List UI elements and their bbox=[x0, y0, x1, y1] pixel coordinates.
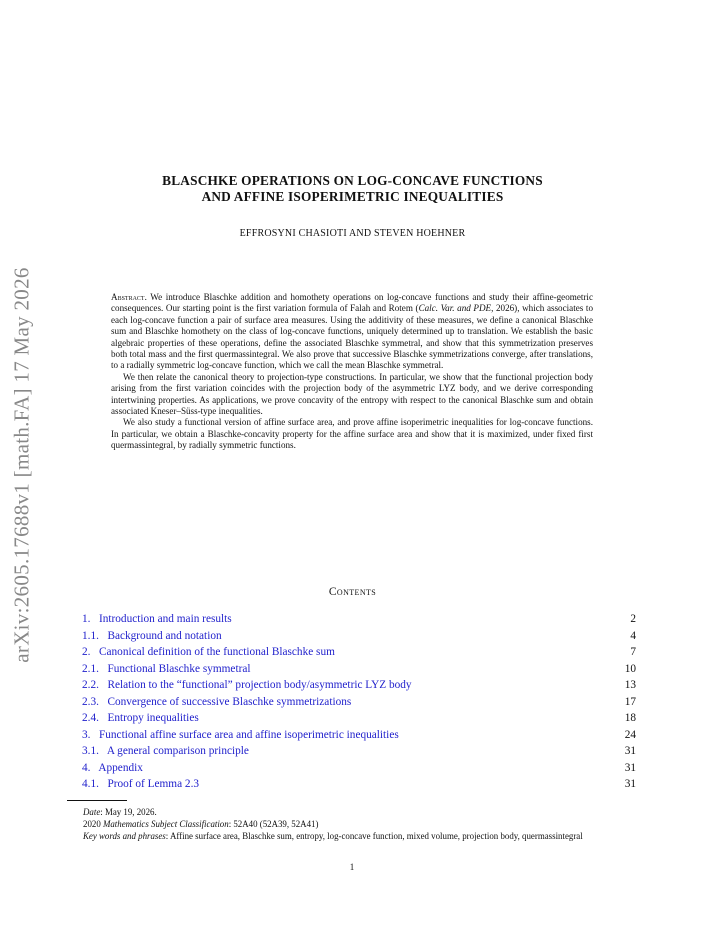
toc-row bbox=[82, 743, 636, 760]
toc-row bbox=[82, 644, 636, 661]
msc-label: Mathematics Subject Classification bbox=[102, 819, 229, 829]
toc-section-title: Proof of Lemma 2.3 bbox=[107, 778, 200, 790]
footnotes bbox=[67, 806, 637, 842]
contents-heading: Contents bbox=[328, 586, 377, 598]
toc-page-number: 31 bbox=[624, 778, 636, 790]
toc-link[interactable] bbox=[82, 727, 399, 744]
toc-section-number: 3. bbox=[82, 728, 91, 741]
toc-link[interactable] bbox=[82, 710, 199, 727]
arxiv-stamp-text: arXiv:2605.17688v1 [math.FA] 17 May 2026 bbox=[9, 267, 34, 663]
keywords-value: : Affine surface area, Blaschke sum, entropy, log-concave function, mixed volume, projection body, quermassintegral bbox=[165, 831, 583, 841]
toc-section-title: Entropy inequalities bbox=[107, 712, 199, 724]
toc-link[interactable] bbox=[82, 694, 351, 711]
toc-section-number: 2.1. bbox=[82, 662, 99, 675]
abstract-p1-text-b: , 2026), which associates to each log-concave function a pair of surface area measures. Using the additivity of these measures, we define a canonical Blaschke sum and Blaschke homothety on the class of log-concave functions, uniquely determined up to translation. We establish the basic algebraic properties of these operations, define the associated Blaschke symmetral, and show that this symmetrization preserves both total mass and the first quermassintegral. We also prove that successive Blaschke symmetrizations converge, after translations, to a radially symmetric log-concave function, which we call the mean Blaschke symmetral. bbox=[111, 303, 593, 371]
abstract-paragraph-3: We also study a functional version of affine surface area, and prove affine isoperimetric inequalities for log-concave functions. In particular, we obtain a Blaschke-concavity property for the affine surface area and show that it is maximized, under fixed first quermassintegral, by radially symmetric functions. bbox=[111, 417, 593, 451]
date-value: : May 19, 2026. bbox=[100, 807, 157, 817]
table-of-contents bbox=[82, 611, 636, 793]
toc-section-title: Appendix bbox=[98, 761, 143, 774]
abstract-paragraph-1 bbox=[111, 292, 593, 372]
toc-row bbox=[82, 661, 636, 678]
abstract-p1-text-a: We introduce Blaschke addition and homothety operations on log-concave functions and study their affine-geometric consequences. Our starting point is the first variation formula of Falah and Rotem ( bbox=[111, 292, 593, 314]
footnote-rule bbox=[67, 800, 127, 801]
abstract-citation: Calc. Var. and PDE bbox=[418, 303, 492, 314]
page-number: 1 bbox=[349, 862, 355, 872]
toc-link[interactable] bbox=[82, 776, 199, 793]
toc-page-number: 7 bbox=[630, 646, 636, 658]
toc-section-number: 2.2. bbox=[82, 679, 99, 691]
toc-section-number: 4. bbox=[82, 761, 91, 774]
toc-row bbox=[82, 776, 636, 793]
toc-link[interactable] bbox=[82, 743, 249, 760]
abstract bbox=[111, 292, 593, 452]
toc-link[interactable] bbox=[82, 677, 412, 694]
toc-section-title: Introduction and main results bbox=[98, 613, 232, 625]
toc-section-title: Convergence of successive Blaschke symmetrizations bbox=[107, 695, 352, 708]
toc-section-title: Functional affine surface area and affine isoperimetric inequalities bbox=[98, 728, 399, 741]
toc-row bbox=[82, 611, 636, 628]
toc-page-number: 13 bbox=[624, 679, 636, 691]
footnote-keywords bbox=[67, 830, 637, 842]
toc-page-number: 2 bbox=[630, 613, 636, 625]
toc-section-number: 3.1. bbox=[82, 745, 99, 757]
toc-link[interactable] bbox=[82, 611, 232, 628]
toc-section-title: Background and notation bbox=[107, 629, 222, 642]
abstract-heading: Abstract. bbox=[111, 292, 147, 302]
msc-prefix: 2020 bbox=[83, 819, 103, 829]
footnote-date bbox=[67, 806, 637, 818]
toc-page-number: 31 bbox=[624, 761, 636, 774]
toc-page-number: 31 bbox=[624, 745, 636, 757]
toc-row bbox=[82, 677, 636, 694]
toc-section-title: A general comparison principle bbox=[106, 745, 249, 757]
toc-page-number: 10 bbox=[624, 662, 636, 675]
toc-link[interactable] bbox=[82, 760, 143, 777]
toc-section-title: Functional Blaschke symmetral bbox=[107, 662, 251, 675]
title-line-1: BLASCHKE OPERATIONS ON LOG-CONCAVE FUNCTIONS bbox=[162, 173, 543, 188]
toc-section-number: 2.3. bbox=[82, 695, 99, 708]
toc-section-title: Canonical definition of the functional Blaschke sum bbox=[98, 646, 335, 658]
paper-title bbox=[60, 173, 645, 205]
toc-section-number: 2. bbox=[82, 646, 91, 658]
toc-section-number: 1. bbox=[82, 613, 91, 625]
date-label: Date bbox=[83, 807, 101, 817]
abstract-paragraph-2: We then relate the canonical theory to projection-type constructions. In particular, we show that the functional projection body arising from the first variation coincides with the projection body of the asymmetric LYZ body, and we derive corresponding intertwining properties. As applications, we prove concavity of the entropy with respect to the canonical Blaschke sum and obtain associated Kneser–Süss-type inequalities. bbox=[111, 371, 593, 417]
msc-value: : 52A40 (52A39, 52A41) bbox=[228, 819, 319, 829]
keywords-label: Key words and phrases bbox=[83, 831, 166, 841]
footnote-msc bbox=[67, 818, 637, 830]
toc-section-number: 4.1. bbox=[82, 778, 99, 790]
toc-row bbox=[82, 760, 636, 777]
toc-row bbox=[82, 694, 636, 711]
title-line-2: AND AFFINE ISOPERIMETRIC INEQUALITIES bbox=[201, 189, 504, 204]
toc-link[interactable] bbox=[82, 628, 222, 645]
toc-section-number: 1.1. bbox=[82, 629, 99, 642]
toc-section-number: 2.4. bbox=[82, 712, 99, 724]
toc-page-number: 24 bbox=[624, 728, 636, 741]
toc-section-title: Relation to the “functional” projection body/asymmetric LYZ body bbox=[107, 679, 412, 691]
toc-row bbox=[82, 628, 636, 645]
toc-page-number: 4 bbox=[630, 629, 636, 642]
toc-page-number: 18 bbox=[624, 712, 636, 724]
toc-row bbox=[82, 727, 636, 744]
toc-page-number: 17 bbox=[624, 695, 636, 708]
toc-link[interactable] bbox=[82, 661, 251, 678]
toc-row bbox=[82, 710, 636, 727]
toc-link[interactable] bbox=[82, 644, 335, 661]
paper-authors: EFFROSYNI CHASIOTI AND STEVEN HOEHNER bbox=[239, 228, 466, 239]
